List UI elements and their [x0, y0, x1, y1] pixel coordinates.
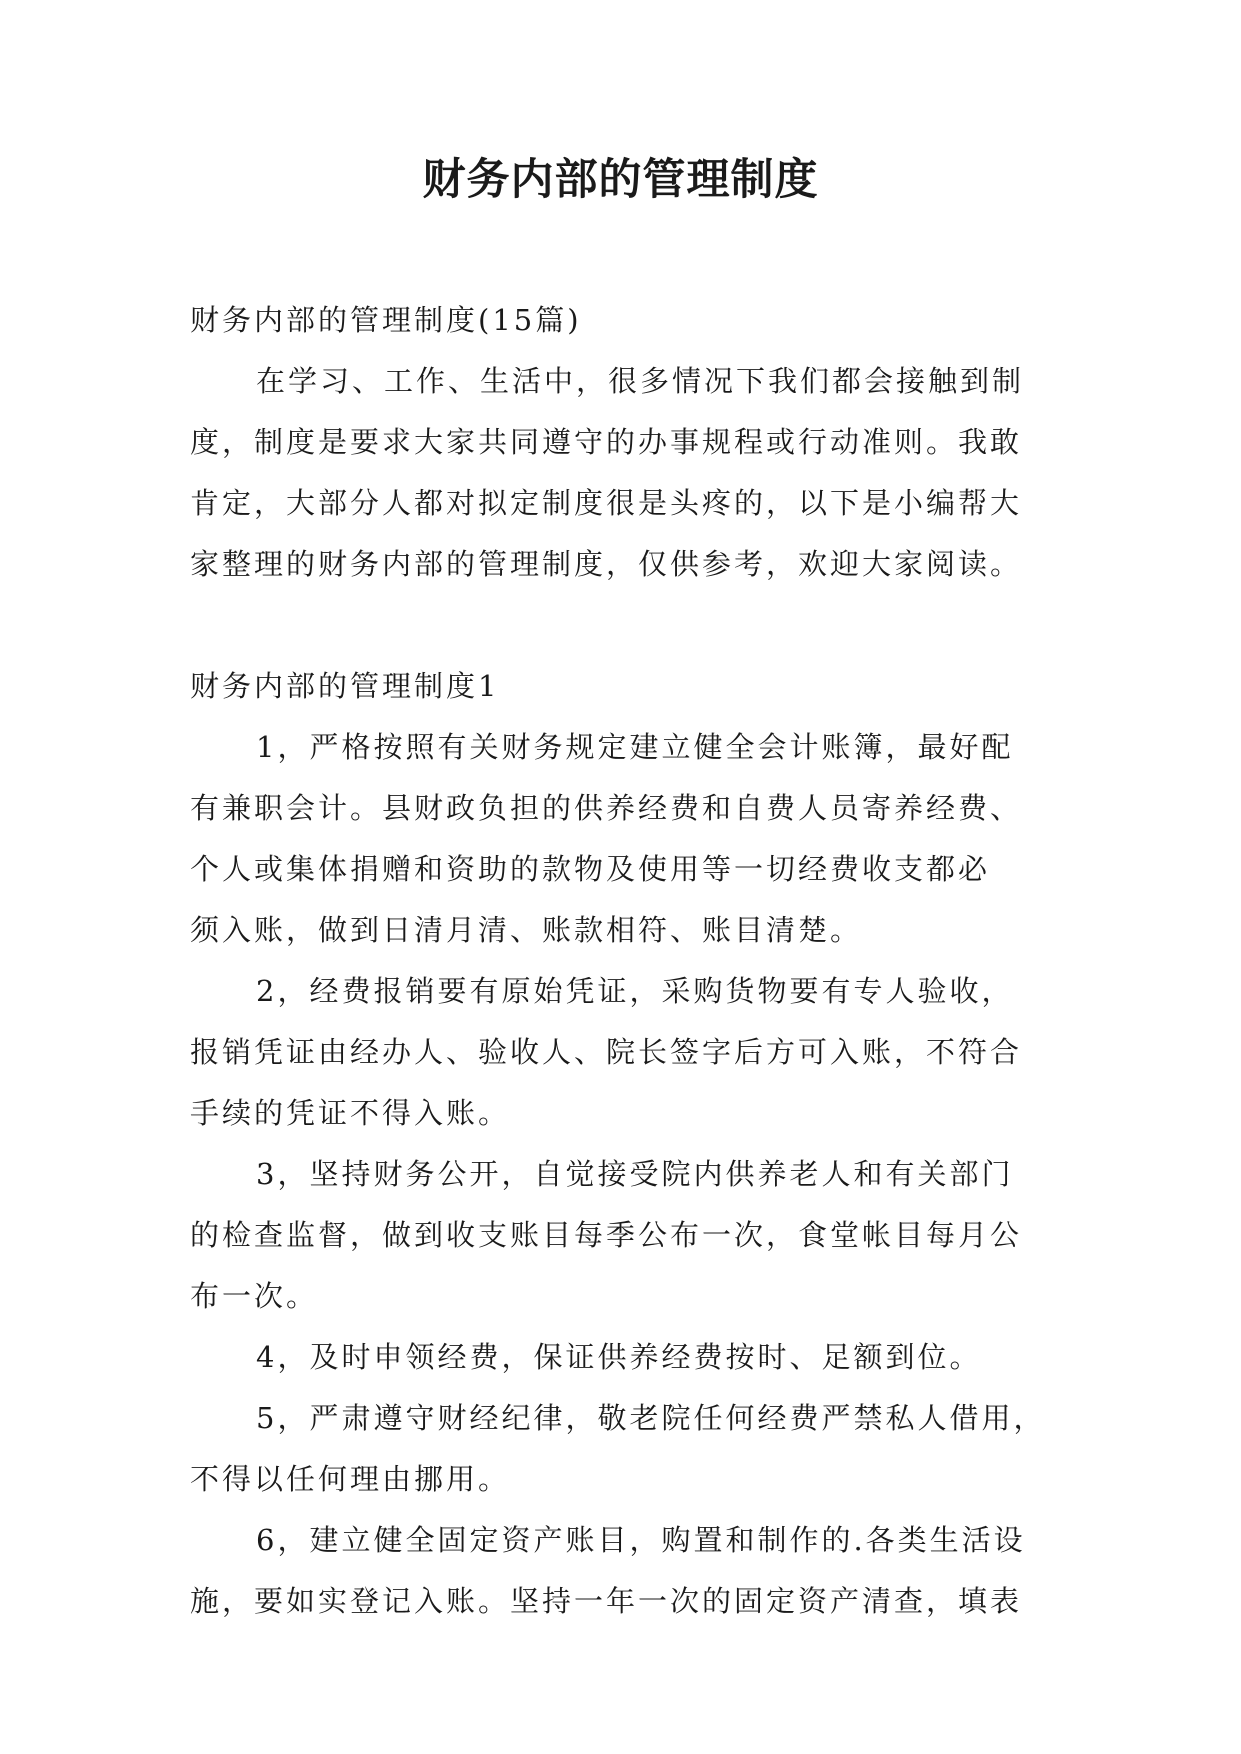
rule-item-6 — [190, 1510, 1060, 1632]
subtitle-line: 财务内部的管理制度(15篇) — [190, 303, 582, 337]
rule-line: 3，坚持财务公开，自觉接受院内供养老人和有关部门 — [256, 1157, 1014, 1191]
rule-line: 6，建立健全固定资产账目，购置和制作的.各类生活设 — [256, 1523, 1026, 1557]
document-title: 财务内部的管理制度 — [422, 155, 819, 205]
rule-item-4 — [190, 1327, 1060, 1388]
rule-line: 5，严肃遵守财经纪律，敬老院任何经费严禁私人借用， — [256, 1401, 1046, 1435]
paragraph-spacer — [190, 595, 1060, 656]
rule-line: 布一次。 — [190, 1279, 319, 1313]
rule-line: 个人或集体捐赠和资助的款物及使用等一切经费收支都必 — [190, 852, 991, 886]
rule-line: 须入账，做到日清月清、账款相符、账目清楚。 — [190, 913, 863, 947]
rule-line: 有兼职会计。县财政负担的供养经费和自费人员寄养经费、 — [190, 791, 1023, 825]
intro-paragraph — [190, 351, 1060, 595]
rule-line: 不得以任何理由挪用。 — [190, 1462, 511, 1496]
rule-item-5 — [190, 1388, 1060, 1510]
intro-line: 在学习、工作、生活中，很多情况下我们都会接触到制 — [256, 364, 1025, 398]
rule-line: 施，要如实登记入账。坚持一年一次的固定资产清查，填表 — [190, 1584, 1023, 1618]
intro-line: 度，制度是要求大家共同遵守的办事规程或行动准则。我敢 — [190, 425, 1023, 459]
rule-item-1 — [190, 717, 1060, 961]
intro-line: 家整理的财务内部的管理制度，仅供参考，欢迎大家阅读。 — [190, 547, 1023, 581]
document-body — [190, 290, 1060, 1632]
rule-line: 4，及时申领经费，保证供养经费按时、足额到位。 — [256, 1340, 982, 1374]
rule-line: 报销凭证由经办人、验收人、院长签字后方可入账，不符合 — [190, 1035, 1023, 1069]
rule-line: 2，经费报销要有原始凭证，采购货物要有专人验收， — [256, 974, 1014, 1008]
rule-line: 手续的凭证不得入账。 — [190, 1096, 511, 1130]
section-heading-line: 财务内部的管理制度1 — [190, 669, 500, 703]
rule-line: 1，严格按照有关财务规定建立健全会计账簿，最好配 — [256, 730, 1014, 764]
document-subtitle — [190, 290, 1060, 351]
section-heading — [190, 656, 1060, 717]
rule-line: 的检查监督，做到收支账目每季公布一次，食堂帐目每月公 — [190, 1218, 1023, 1252]
rule-item-2 — [190, 961, 1060, 1144]
intro-line: 肯定，大部分人都对拟定制度很是头疼的，以下是小编帮大 — [190, 486, 1023, 520]
rule-item-3 — [190, 1144, 1060, 1327]
